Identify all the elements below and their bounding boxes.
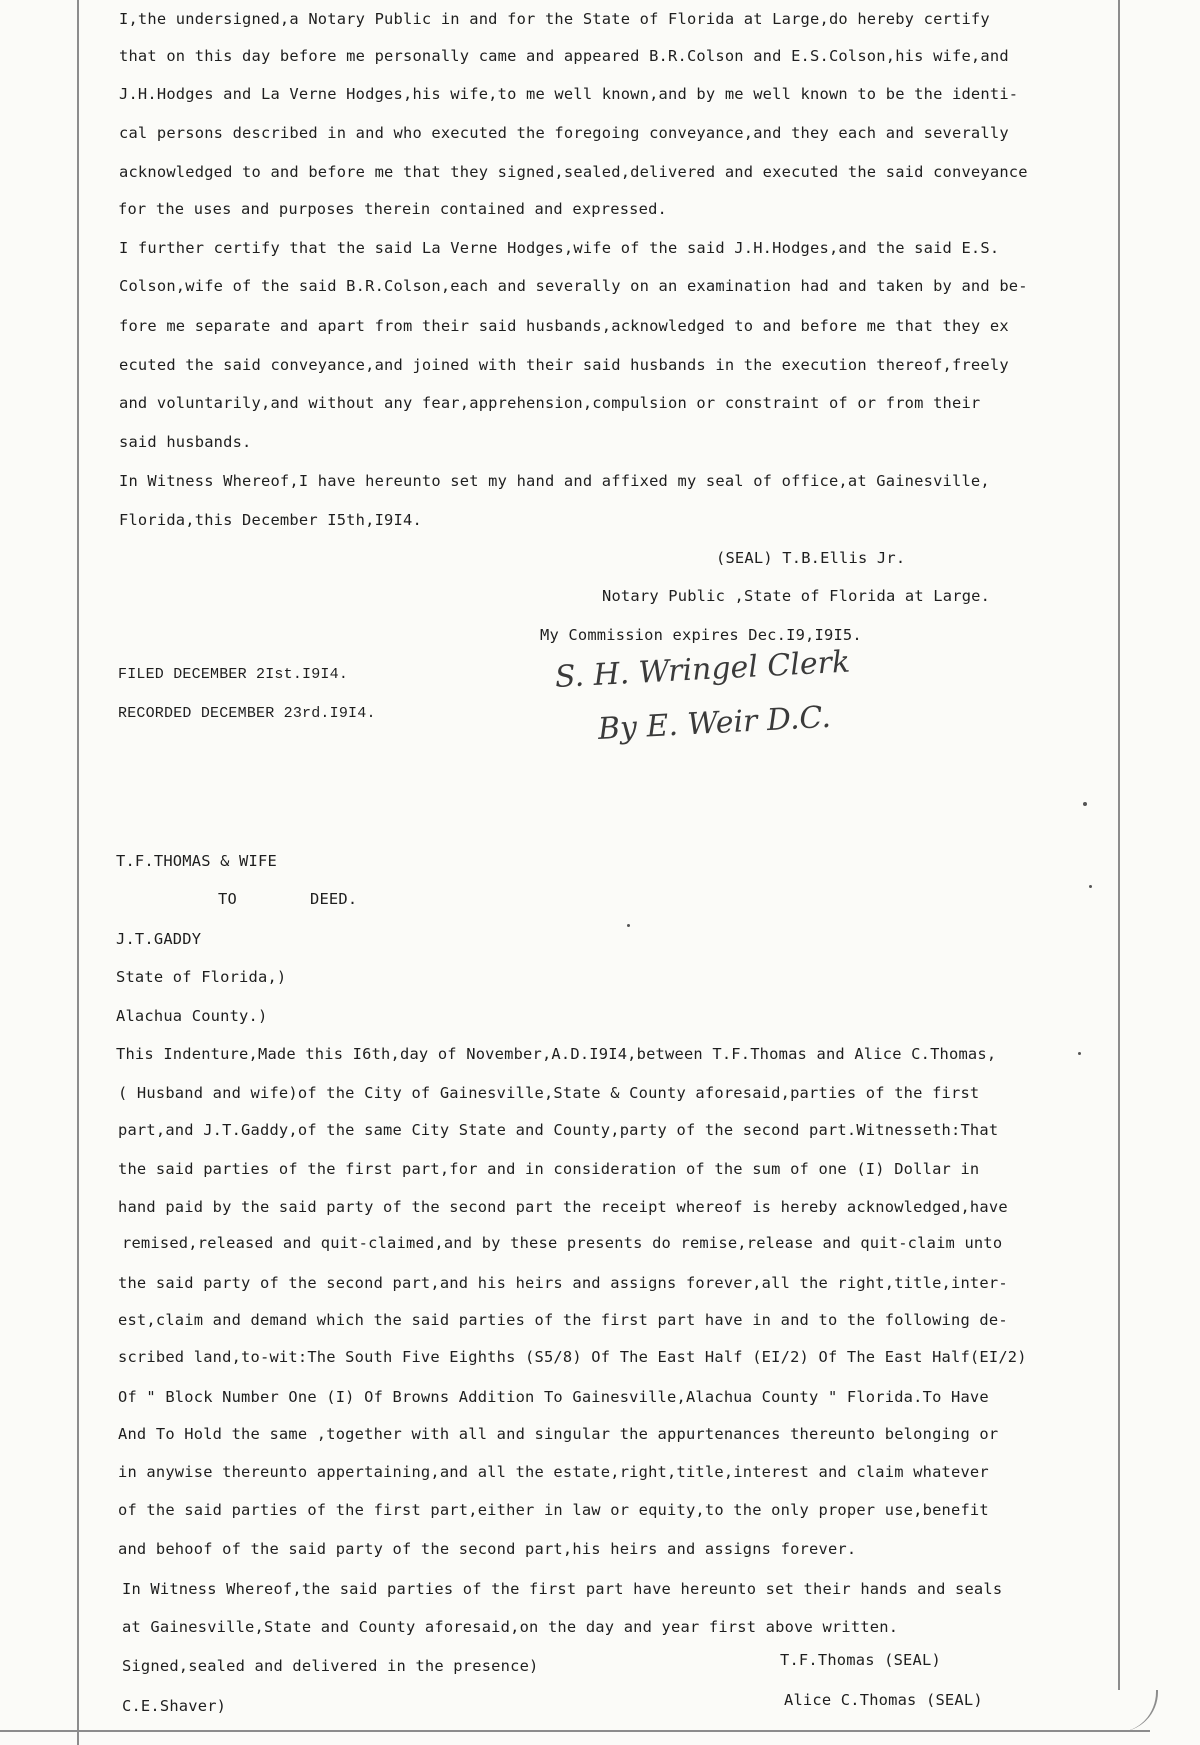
notary-commission-line: My Commission expires Dec.I9,I9I5. bbox=[540, 626, 862, 644]
certificate-line: In Witness Whereof,I have hereunto set my hand and affixed my seal of office,at Gainesville, bbox=[119, 472, 990, 490]
certificate-line: cal persons described in and who executed the foregoing conveyance,and they each and severally bbox=[119, 124, 1009, 142]
notary-seal-line: (SEAL) T.B.Ellis Jr. bbox=[716, 549, 906, 567]
scan-speck bbox=[627, 924, 630, 927]
scan-speck bbox=[1083, 802, 1087, 806]
page-curl-corner bbox=[1118, 1690, 1158, 1732]
presence-line: Signed,sealed and delivered in the presence) bbox=[122, 1657, 539, 1675]
indenture-line: hand paid by the said party of the second part the receipt whereof is hereby acknowledged,have bbox=[118, 1198, 1008, 1216]
certificate-line: and voluntarily,and without any fear,apprehension,compulsion or constraint of or from their bbox=[119, 394, 981, 412]
venue-state: State of Florida,) bbox=[116, 968, 287, 986]
deed-instrument-label: DEED. bbox=[310, 890, 358, 908]
venue-county: Alachua County.) bbox=[116, 1007, 268, 1025]
grantor-signature-1: T.F.Thomas (SEAL) bbox=[780, 1651, 941, 1669]
certificate-line: Colson,wife of the said B.R.Colson,each and severally on an examination had and taken by and be- bbox=[119, 277, 1028, 295]
certificate-line: acknowledged to and before me that they signed,sealed,delivered and executed the said conveyance bbox=[119, 163, 1028, 181]
bottom-margin-rule bbox=[0, 1730, 1150, 1732]
indenture-line: scribed land,to-wit:The South Five Eighths (S5/8) Of The East Half (EI/2) Of The East Half(EI/2) bbox=[118, 1348, 1027, 1366]
scan-speck bbox=[1089, 885, 1092, 888]
certificate-line: I,the undersigned,a Notary Public in and for the State of Florida at Large,do hereby certify bbox=[119, 10, 990, 28]
indenture-line: part,and J.T.Gaddy,of the same City State and County,party of the second part.Witnesseth:That bbox=[118, 1121, 999, 1139]
clerk-signature: S. H. Wringel Clerk bbox=[554, 644, 851, 695]
indenture-line: This Indenture,Made this I6th,day of November,A.D.I9I4,between T.F.Thomas and Alice C.Thomas, bbox=[116, 1045, 997, 1063]
indenture-line: Of " Block Number One (I) Of Browns Addition To Gainesville,Alachua County " Florida.To Have bbox=[118, 1388, 989, 1406]
notary-title-line: Notary Public ,State of Florida at Large. bbox=[602, 587, 991, 605]
certificate-line: I further certify that the said La Verne Hodges,wife of the said J.H.Hodges,and the said E.S. bbox=[119, 239, 1000, 257]
indenture-line: ( Husband and wife)of the City of Gainesville,State & County aforesaid,parties of the first bbox=[118, 1084, 980, 1102]
indenture-line: And To Hold the same ,together with all and singular the appurtenances thereunto belonging or bbox=[118, 1425, 999, 1443]
witness-name: C.E.Shaver) bbox=[122, 1697, 227, 1715]
witness-clause-line: at Gainesville,State and County aforesaid,on the day and year first above written. bbox=[122, 1618, 899, 1636]
certificate-line: J.H.Hodges and La Verne Hodges,his wife,to me well known,and by me well known to be the identi- bbox=[119, 85, 1019, 103]
indenture-line: the said parties of the first part,for and in consideration of the sum of one (I) Dollar in bbox=[118, 1160, 980, 1178]
indenture-line: the said party of the second part,and his heirs and assigns forever,all the right,title,inter- bbox=[118, 1274, 1008, 1292]
left-margin-rule bbox=[77, 0, 79, 1745]
indenture-line: and behoof of the said party of the second part,his heirs and assigns forever. bbox=[118, 1540, 857, 1558]
witness-clause-line: In Witness Whereof,the said parties of the first part have hereunto set their hands and seals bbox=[122, 1580, 1003, 1598]
indenture-line: remised,released and quit-claimed,and by these presents do remise,release and quit-claim unto bbox=[122, 1234, 1003, 1252]
indenture-line: est,claim and demand which the said parties of the first part have in and to the following de- bbox=[118, 1311, 1008, 1329]
indenture-line: of the said parties of the first part,either in law or equity,to the only proper use,benefit bbox=[118, 1501, 989, 1519]
certificate-line: ecuted the said conveyance,and joined with their said husbands in the execution thereof,freely bbox=[119, 356, 1009, 374]
deed-grantee: J.T.GADDY bbox=[116, 930, 202, 948]
right-margin-rule bbox=[1118, 0, 1120, 1690]
deed-grantor: T.F.THOMAS & WIFE bbox=[116, 852, 277, 870]
grantor-signature-2: Alice C.Thomas (SEAL) bbox=[784, 1691, 983, 1709]
recorded-date: RECORDED DECEMBER 23rd.I9I4. bbox=[118, 705, 376, 722]
certificate-line: for the uses and purposes therein contained and expressed. bbox=[118, 200, 668, 218]
deputy-clerk-signature: By E. Weir D.C. bbox=[597, 699, 832, 747]
certificate-line: Florida,this December I5th,I9I4. bbox=[119, 511, 422, 529]
filed-date: FILED DECEMBER 2Ist.I9I4. bbox=[118, 666, 349, 683]
deed-to-label: TO bbox=[218, 890, 237, 908]
certificate-line: that on this day before me personally came and appeared B.R.Colson and E.S.Colson,his wife,and bbox=[119, 47, 1009, 65]
scan-speck bbox=[1078, 1052, 1081, 1055]
indenture-line: in anywise thereunto appertaining,and all the estate,right,title,interest and claim whatever bbox=[118, 1463, 989, 1481]
certificate-line: fore me separate and apart from their said husbands,acknowledged to and before me that they ex bbox=[119, 317, 1009, 335]
certificate-line: said husbands. bbox=[119, 433, 252, 451]
